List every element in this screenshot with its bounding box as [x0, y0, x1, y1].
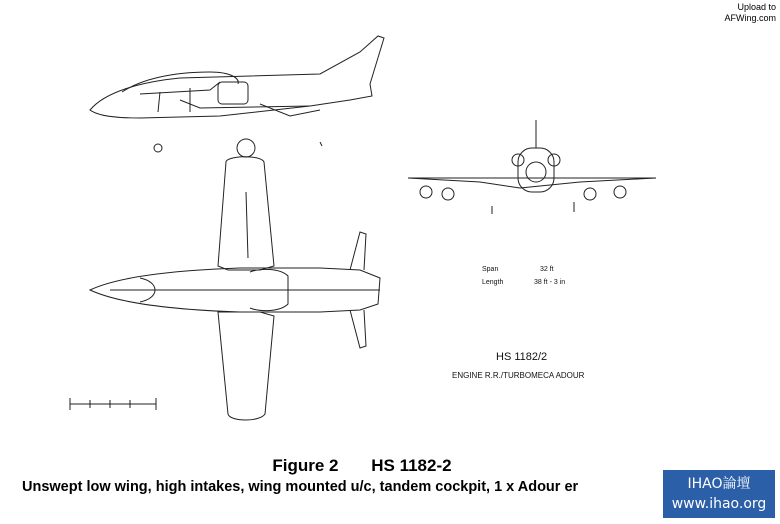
- front-view: [408, 120, 656, 214]
- side-view: [90, 36, 384, 157]
- upload-line-2: AFWing.com: [724, 13, 776, 23]
- watermark-line-2: www.ihao.org: [671, 496, 767, 512]
- scale-bar: [70, 398, 156, 410]
- figure-number: Figure 2: [272, 456, 339, 475]
- watermark-badge: [663, 470, 775, 518]
- upload-line-1: Upload to: [737, 2, 776, 12]
- upload-credit: [724, 2, 776, 24]
- three-view-drawing: [60, 22, 664, 440]
- model-label: HS 1182/2: [496, 351, 548, 363]
- aircraft-designation: HS 1182-2: [371, 456, 452, 475]
- plan-view: [90, 157, 380, 420]
- figure-description: Unswept low wing, high intakes, wing mounted u/c, tandem cockpit, 1 x Adour er: [22, 479, 579, 495]
- length-label: Length: [482, 279, 504, 286]
- figure-caption-title: [0, 456, 724, 476]
- watermark-line-1: IHAO論壇: [687, 476, 751, 492]
- engine-label: ENGINE R.R./TURBOMECA ADOUR: [452, 371, 585, 380]
- length-value: 38 ft - 3 in: [534, 279, 566, 286]
- span-value: 32 ft: [540, 266, 554, 273]
- span-label: Span: [482, 266, 499, 273]
